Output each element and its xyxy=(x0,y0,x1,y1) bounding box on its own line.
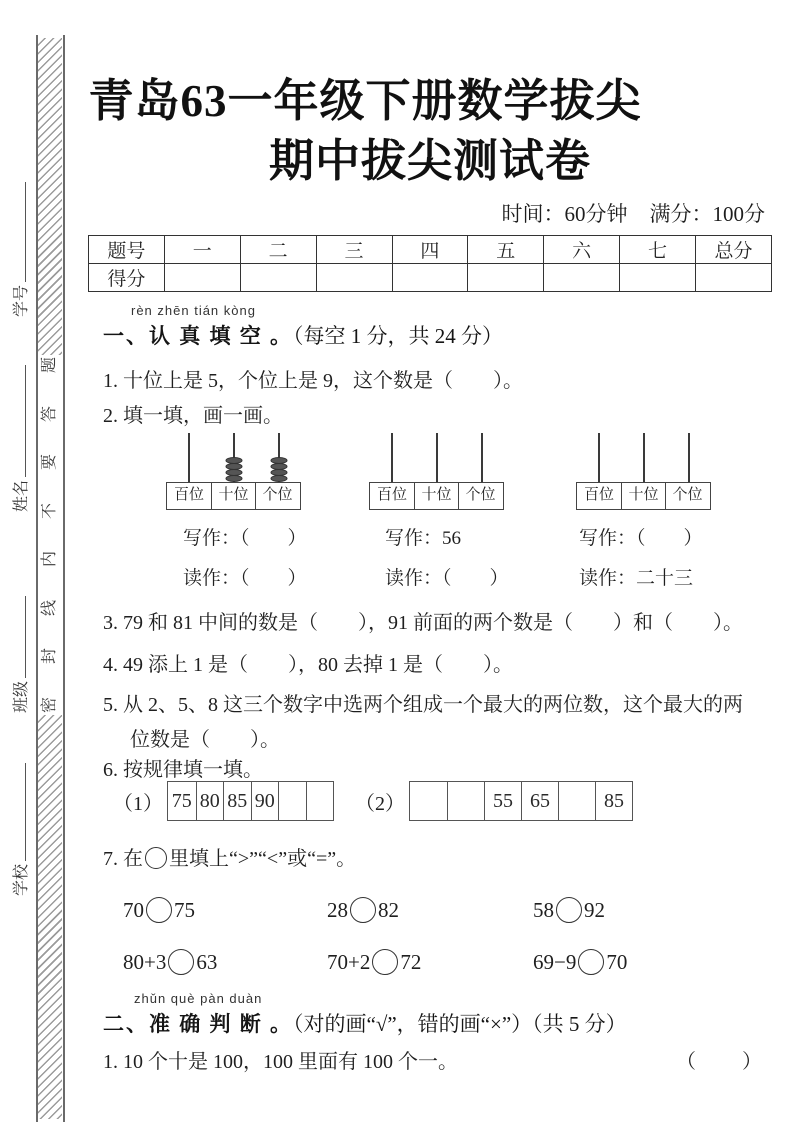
score-cell xyxy=(620,264,696,292)
sequence-row-2 xyxy=(355,781,633,821)
student-field-label: 学号 xyxy=(13,284,30,317)
read-as-line: 读作：（ ） xyxy=(183,568,307,589)
section2-pinyin: zhǔn què pàn duàn xyxy=(134,991,263,1006)
section1-pinyin: rèn zhēn tián kòng xyxy=(131,303,256,318)
compare-circle-icon xyxy=(556,897,582,923)
abacus-bead xyxy=(270,475,287,482)
abacus-rod xyxy=(598,433,600,482)
seal-character: 要 xyxy=(41,454,58,471)
question-1-5-line1: 5. 从 2、5、8 这三个数字中选两个组成一个最大的两位数，这个最大的两 xyxy=(103,694,743,716)
write-as-line: 写作：56 xyxy=(385,528,462,549)
comparison-left-value: 80+3 xyxy=(123,950,167,974)
student-field-2 xyxy=(11,342,33,512)
question-1-4: 4. 49 添上 1 是（ ），80 去掉 1 是（ ）。 xyxy=(103,654,513,676)
student-field-label: 姓名 xyxy=(13,479,30,512)
student-field-blank xyxy=(11,596,26,678)
student-field-3 xyxy=(11,581,33,713)
abacus-diagram-1 xyxy=(166,433,307,590)
sequence-cell: 85 xyxy=(595,782,632,820)
compare-circle-icon xyxy=(168,949,194,975)
section1-heading-text: 一、认 真 填 空 。 xyxy=(103,324,293,348)
sequence-cell xyxy=(306,782,334,820)
paper-title-line2: 期中拔尖测试卷 xyxy=(268,136,591,186)
compare-circle-icon xyxy=(372,949,398,975)
comparison-left-value: 69−9 xyxy=(533,950,577,974)
sequence-cell: 85 xyxy=(223,782,251,820)
abacus-rod-cell xyxy=(459,433,504,482)
section1-heading-note: （每空 1 分，共 24 分） xyxy=(293,324,503,348)
comparison-left-value: 28 xyxy=(327,898,348,922)
place-value-label: 个位 xyxy=(665,483,709,509)
score-column-header: 四 xyxy=(392,236,468,264)
sequence-boxes xyxy=(167,781,334,821)
question-2-1-answer-blank: （ ） xyxy=(676,1051,764,1073)
abacus-rod-cell xyxy=(621,433,666,482)
place-value-label: 百位 xyxy=(173,487,204,503)
abacus-rod xyxy=(688,433,690,482)
comparison-item xyxy=(327,897,533,923)
place-value-labels xyxy=(369,482,504,510)
comparison-right-value: 63 xyxy=(196,950,218,974)
comparison-right-value: 70 xyxy=(606,950,628,974)
section1-heading xyxy=(103,320,503,350)
place-value-label: 百位 xyxy=(376,487,407,503)
score-row-label: 得分 xyxy=(89,264,165,292)
full-score: 满分：100分 xyxy=(649,202,765,226)
time-limit: 时间：60分钟 xyxy=(501,202,628,226)
seal-character: 线 xyxy=(41,599,58,616)
sequence-row-label: （2） xyxy=(355,792,405,815)
score-table xyxy=(88,235,772,292)
seal-line-right xyxy=(63,35,65,1122)
abacus-bead-stack xyxy=(225,458,242,482)
comparison-problems xyxy=(123,884,627,988)
seal-character: 封 xyxy=(41,648,58,665)
abacus-rods xyxy=(166,433,301,482)
abacus-rod xyxy=(481,433,483,482)
sequence-cell xyxy=(410,782,447,820)
comparison-item xyxy=(533,897,627,923)
time-and-score-info xyxy=(502,198,766,228)
seal-character: 答 xyxy=(41,405,58,422)
comparison-left-value: 58 xyxy=(533,898,554,922)
score-column-header: 三 xyxy=(316,236,392,264)
abacus-diagram-2 xyxy=(369,433,509,590)
score-cell xyxy=(468,264,544,292)
section2-heading-text: 二、准 确 判 断 。 xyxy=(103,1012,293,1036)
read-as-line: 读作：二十三 xyxy=(579,568,694,589)
write-as-line: 写作：（ ） xyxy=(183,528,307,549)
question-1-5-line2: 位数是（ ）。 xyxy=(130,729,280,751)
question-1-3: 3. 79 和 81 中间的数是（ ），91 前面的两个数是（ ）和（ ）。 xyxy=(103,612,743,634)
place-value-label: 十位 xyxy=(211,483,255,509)
write-as-line: 写作：（ ） xyxy=(579,528,703,549)
sequence-cell xyxy=(558,782,595,820)
abacus-bead xyxy=(225,475,242,482)
place-value-label: 个位 xyxy=(255,483,299,509)
seal-warning-text xyxy=(37,355,63,715)
comparison-right-value: 72 xyxy=(400,950,422,974)
abacus-rod-cell xyxy=(576,433,621,482)
seal-hatching-bottom xyxy=(38,715,62,1119)
abacus-rod-cell xyxy=(666,433,711,482)
score-cell xyxy=(696,264,772,292)
comparison-item xyxy=(123,897,327,923)
comparison-item xyxy=(327,949,533,975)
student-field-blank xyxy=(11,182,26,282)
sequence-cell xyxy=(447,782,484,820)
score-column-header: 二 xyxy=(240,236,316,264)
section2-heading xyxy=(103,1008,627,1038)
student-field-blank xyxy=(11,365,26,477)
score-column-header: 六 xyxy=(544,236,620,264)
sequence-cell: 55 xyxy=(484,782,521,820)
place-value-labels xyxy=(576,482,711,510)
student-field-blank xyxy=(11,763,26,861)
question-2-1: 1. 10 个十是 100，100 里面有 100 个一。 xyxy=(103,1051,458,1073)
place-value-label: 十位 xyxy=(414,483,458,509)
abacus-rod-cell xyxy=(369,433,414,482)
abacus-rods xyxy=(576,433,711,482)
comparison-left-value: 70 xyxy=(123,898,144,922)
score-column-header: 总分 xyxy=(696,236,772,264)
student-field-label: 学校 xyxy=(13,863,30,896)
score-cell xyxy=(240,264,316,292)
abacus-rod-cell xyxy=(211,433,256,482)
compare-circle-icon xyxy=(146,897,172,923)
question-1-7 xyxy=(103,842,356,871)
sequence-row-label: （1） xyxy=(113,792,163,815)
comparison-right-value: 75 xyxy=(174,898,195,922)
score-table-header-row xyxy=(89,236,772,264)
sequence-cell xyxy=(278,782,306,820)
place-value-label: 个位 xyxy=(458,483,502,509)
abacus-rod xyxy=(643,433,645,482)
place-value-label: 百位 xyxy=(583,487,614,503)
abacus-bead-stack xyxy=(270,458,287,482)
abacus-diagram-3 xyxy=(576,433,711,590)
comparison-left-value: 70+2 xyxy=(327,950,371,974)
sequence-cell: 80 xyxy=(196,782,224,820)
score-cell xyxy=(316,264,392,292)
comparison-right-value: 82 xyxy=(378,898,399,922)
student-field-1 xyxy=(11,167,33,317)
place-value-label: 十位 xyxy=(621,483,665,509)
seal-character: 不 xyxy=(41,502,58,519)
question-1-2: 2. 填一填，画一画。 xyxy=(103,405,283,427)
score-cell xyxy=(164,264,240,292)
score-cell xyxy=(392,264,468,292)
question-1-1: 1. 十位上是 5，个位上是 9，这个数是（ ）。 xyxy=(103,370,523,392)
seal-character: 题 xyxy=(41,357,58,374)
paper-title-line1: 青岛63一年级下册数学拔尖 xyxy=(88,76,642,126)
sequence-cell: 75 xyxy=(171,789,192,812)
abacus-rod-cell xyxy=(414,433,459,482)
seal-hatching-top xyxy=(38,38,62,355)
sequence-boxes xyxy=(409,781,633,821)
compare-circle-icon xyxy=(350,897,376,923)
compare-circle-icon xyxy=(145,847,167,869)
abacus-rod xyxy=(436,433,438,482)
seal-character: 密 xyxy=(41,696,58,713)
abacus-rods xyxy=(369,433,504,482)
question-1-7-prefix: 7. 在 xyxy=(103,848,143,870)
sequence-cell: 90 xyxy=(251,782,279,820)
comparison-right-value: 92 xyxy=(584,898,605,922)
seal-character: 内 xyxy=(41,551,58,568)
student-field-label: 班级 xyxy=(13,680,30,713)
score-table-score-row xyxy=(89,264,772,292)
student-field-4 xyxy=(11,746,33,896)
abacus-rod xyxy=(188,433,190,482)
read-as-line: 读作：（ ） xyxy=(385,568,509,589)
abacus-rod-cell xyxy=(166,433,211,482)
abacus-rod-cell xyxy=(256,433,301,482)
question-1-6: 6. 按规律填一填。 xyxy=(103,759,263,781)
place-value-labels xyxy=(166,482,301,510)
comparison-item xyxy=(533,949,627,975)
score-column-header: 五 xyxy=(468,236,544,264)
sequence-cell: 65 xyxy=(521,782,558,820)
score-column-header: 题号 xyxy=(89,236,165,264)
score-cell xyxy=(544,264,620,292)
question-1-7-suffix: 里填上“>”“<”或“=”。 xyxy=(169,848,357,870)
section2-heading-note: （对的画“√”，错的画“×”）（共 5 分） xyxy=(293,1012,627,1036)
comparison-item xyxy=(123,949,327,975)
abacus-rod xyxy=(391,433,393,482)
sequence-row-1 xyxy=(113,781,334,821)
score-column-header: 七 xyxy=(620,236,696,264)
compare-circle-icon xyxy=(578,949,604,975)
score-column-header: 一 xyxy=(164,236,240,264)
